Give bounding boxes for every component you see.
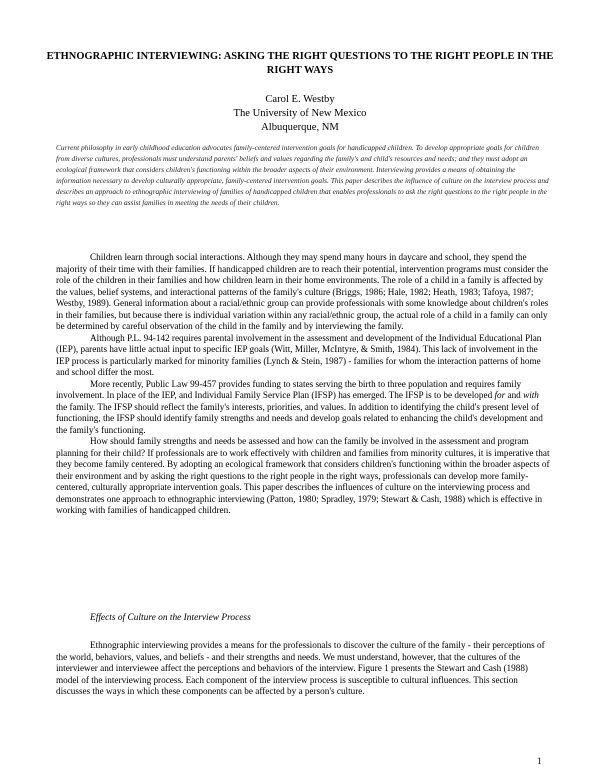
emphasis-for: for (494, 390, 506, 400)
page-number: 1 (537, 757, 542, 767)
author-name: Carol E. Westby (265, 94, 335, 105)
paragraph-3-part-b: and (505, 390, 524, 400)
paragraph-1: Children learn through social interactions. Although they may spend many hours in daycare and school, they spend the majority of their time with their families. If handicapped children are to reach their potential, intervention programs must consider the role of the children in their families and how children learn in their home environments. The role of a child in a family is affected by the values, belief systems, and interactional patterns of the family's culture (Briggs, 1986; Hale, 1982; Heath, 1983; Tafoya, 1987; Westby, 1989). General information about a racial/ethnic group can provide professionals with some knowledge about children's roles in their families, but because there is individual variation within any racial/ethnic group, the actual role of a child in a family can only be determined by careful observation of the child in the family and by interviewing the family. (56, 252, 549, 331)
section-body (56, 640, 551, 698)
paragraph-3-part-a: More recently, Public Law 99-457 provides funding to states serving the birth to three population and requires family involvement. In place of the IEP, and Individual Family Service Plan (IFSP) has emerged. The IFSP is to be developed (56, 378, 522, 400)
paragraph-3 (56, 379, 551, 437)
emphasis-with: with (523, 390, 539, 400)
paragraph-4: How should family strengths and needs be assessed and how can the family be involved in the assessment and program planning for their child? If professionals are to work effectively with children and families from minority cultures, it is imperative that they become family centered. By adopting an ecological framework that considers children's functioning within the broader aspects of their environment and by asking the right questions to the right people in the right ways, professionals can develop more family-centered, culturally appropriate intervention goals. This paper describes the influences of culture on the interviewing process and demonstrates one approach to ethnographic interviewing (Patton, 1980; Spradley, 1979; Stewart & Cash, 1988) which is effective in working with families of handicapped children. (56, 436, 550, 515)
paragraph-3-part-c: the family. The IFSP should reflect the family's interests, priorities, and values. In addition to identifying the child's present level of functioning, the IFSP should identify family strengths and needs and develop goals related to enhancing the child's development and the family's functioning. (56, 401, 543, 435)
body-text (56, 252, 551, 517)
author-affiliation: The University of New Mexico (233, 108, 367, 119)
paragraph-2: Although P.L. 94-142 requires parental involvement in the assessment and development of the Individual Educational Plan (IEP), parents have little actual input to specific IEP goals (Witt, Miller, McIntyre, & Smith, 1984). This lack of involvement in the IEP process is particularly marked for minority families (Lynch & Stein, 1987) - families for whom the interaction patterns of home and school differ the most. (56, 332, 542, 377)
paragraph-5: Ethnographic interviewing provides a means for the professionals to discover the culture of the family - their perceptions of the world, behaviors, values, and beliefs - and their strengths and needs. We must understand, however, that the cultures of the interviewer and interviewee affect the perceptions and behaviors of the interview. Figure 1 presents the Stewart and Cash (1988) model of the interviewing process. Each component of the interview process is susceptible to cultural influences. This section discusses the ways in which these components can be affected by a person's culture. (56, 640, 545, 696)
abstract: Current philosophy in early childhood education advocates family-centered intervention goals for handicapped children. To develop appropriate goals for children from diverse cultures, professionals must understand parents' beliefs and values regarding the family's and child's resources and needs; and they must adopt an ecological framework that considers children's functioning within the broader aspects of their environment. Interviewing provides a means of obtaining the information necessary to develop culturally appropriate, family-centered intervention goals. This paper describes the influence of culture on the interview process and describes an approach to ethnographic interviewing of families of handicapped children that enables professionals to ask the right questions to the right people in the right ways so they can assist families in meeting the needs of their children. (56, 143, 549, 207)
paper-title: ETHNOGRAPHIC INTERVIEWING: ASKING THE RIGHT QUESTIONS TO THE RIGHT PEOPLE IN THE RIGHT WAYS (46, 51, 554, 76)
section-heading: Effects of Culture on the Interview Process (90, 613, 251, 623)
author-location: Albuquerque, NM (261, 122, 339, 133)
